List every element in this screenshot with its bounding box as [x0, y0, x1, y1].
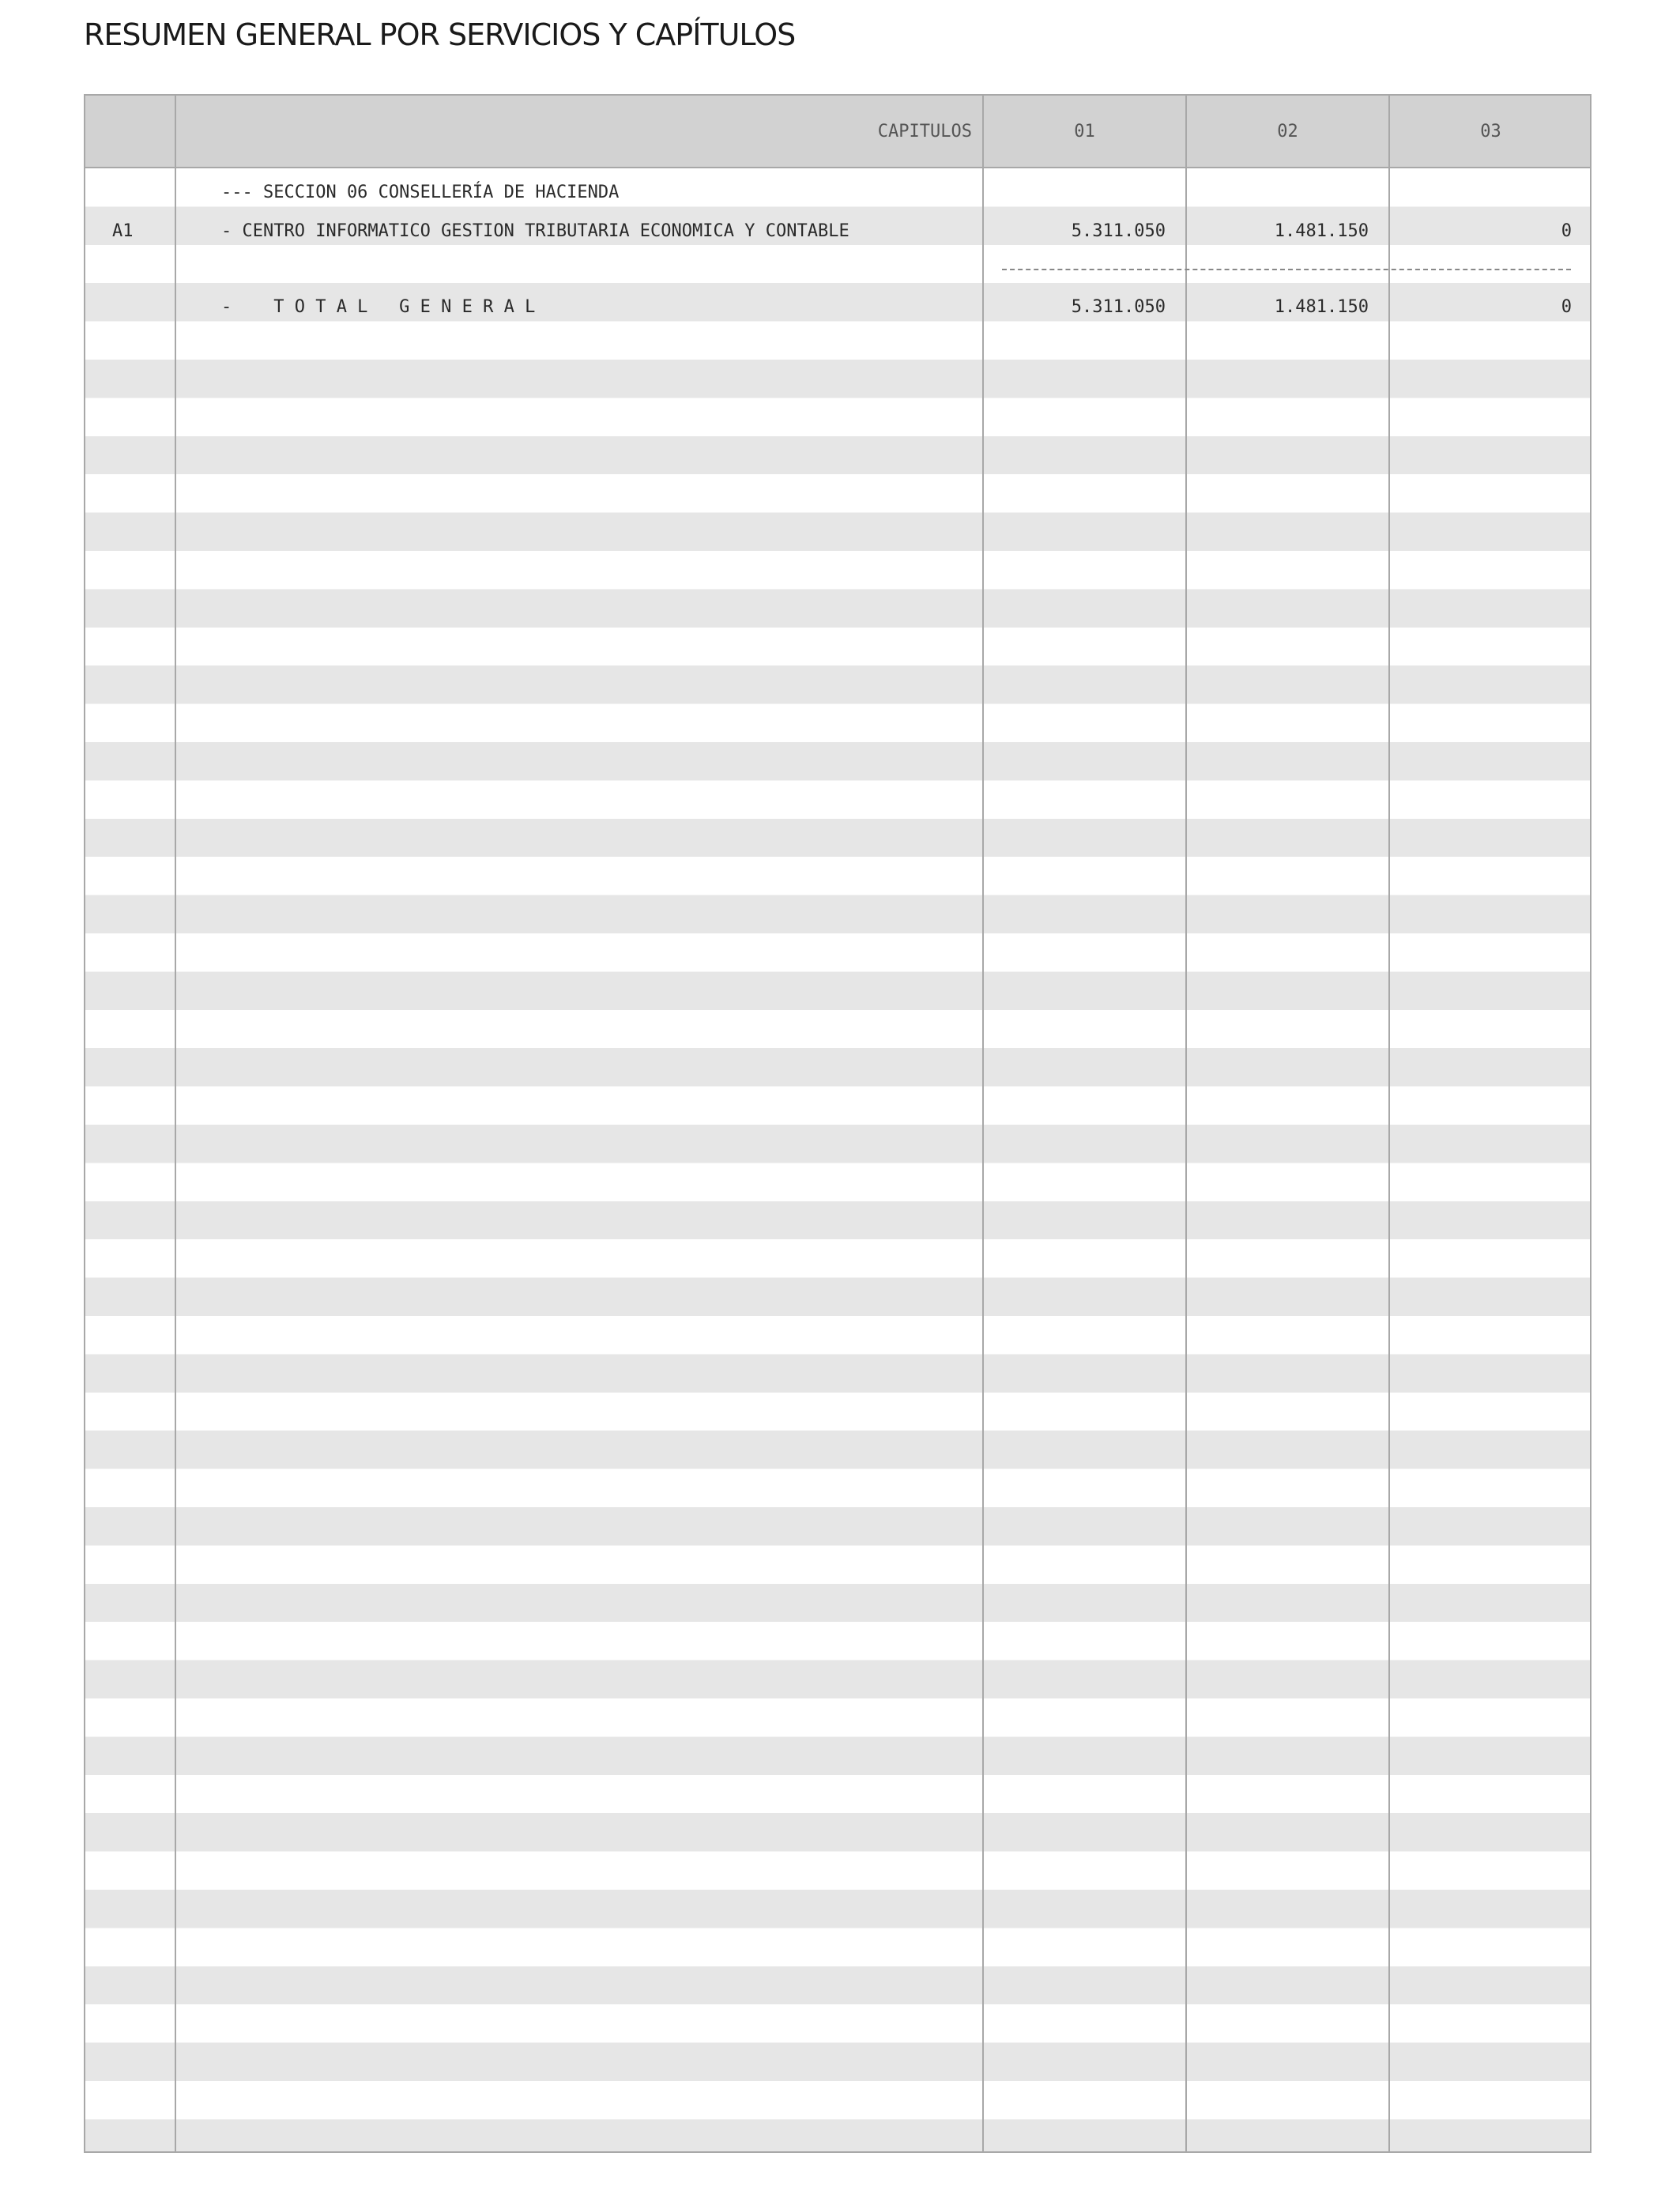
- header-column-03: 03: [1480, 122, 1501, 141]
- total-label: - T O T A L G E N E R A L: [221, 297, 536, 317]
- service-description: - CENTRO INFORMATICO GESTION TRIBUTARIA ECONOMICA Y CONTABLE: [221, 221, 849, 241]
- table-body: [85, 168, 1590, 2151]
- total-value-01: 5.311.050: [1071, 297, 1166, 317]
- separator-line: [1002, 269, 1571, 270]
- section-heading: --- SECCION 06 CONSELLERÍA DE HACIENDA: [221, 183, 620, 202]
- total-value-03: 0: [1561, 297, 1572, 317]
- summary-table: [84, 94, 1591, 2153]
- service-code: A1: [112, 221, 134, 241]
- service-value-02: 1.481.150: [1274, 221, 1369, 241]
- column-divider: [1185, 96, 1187, 2151]
- header-column-01: 01: [1074, 122, 1095, 141]
- column-divider: [175, 96, 176, 2151]
- service-value-01: 5.311.050: [1071, 221, 1166, 241]
- header-capitulos-label: CAPITULOS: [877, 122, 972, 141]
- total-value-02: 1.481.150: [1274, 297, 1369, 317]
- column-divider: [982, 96, 984, 2151]
- header-column-02: 02: [1277, 122, 1298, 141]
- column-divider: [1388, 96, 1390, 2151]
- service-value-03: 0: [1561, 221, 1572, 241]
- page-title: RESUMEN GENERAL POR SERVICIOS Y CAPÍTULOS: [84, 17, 796, 52]
